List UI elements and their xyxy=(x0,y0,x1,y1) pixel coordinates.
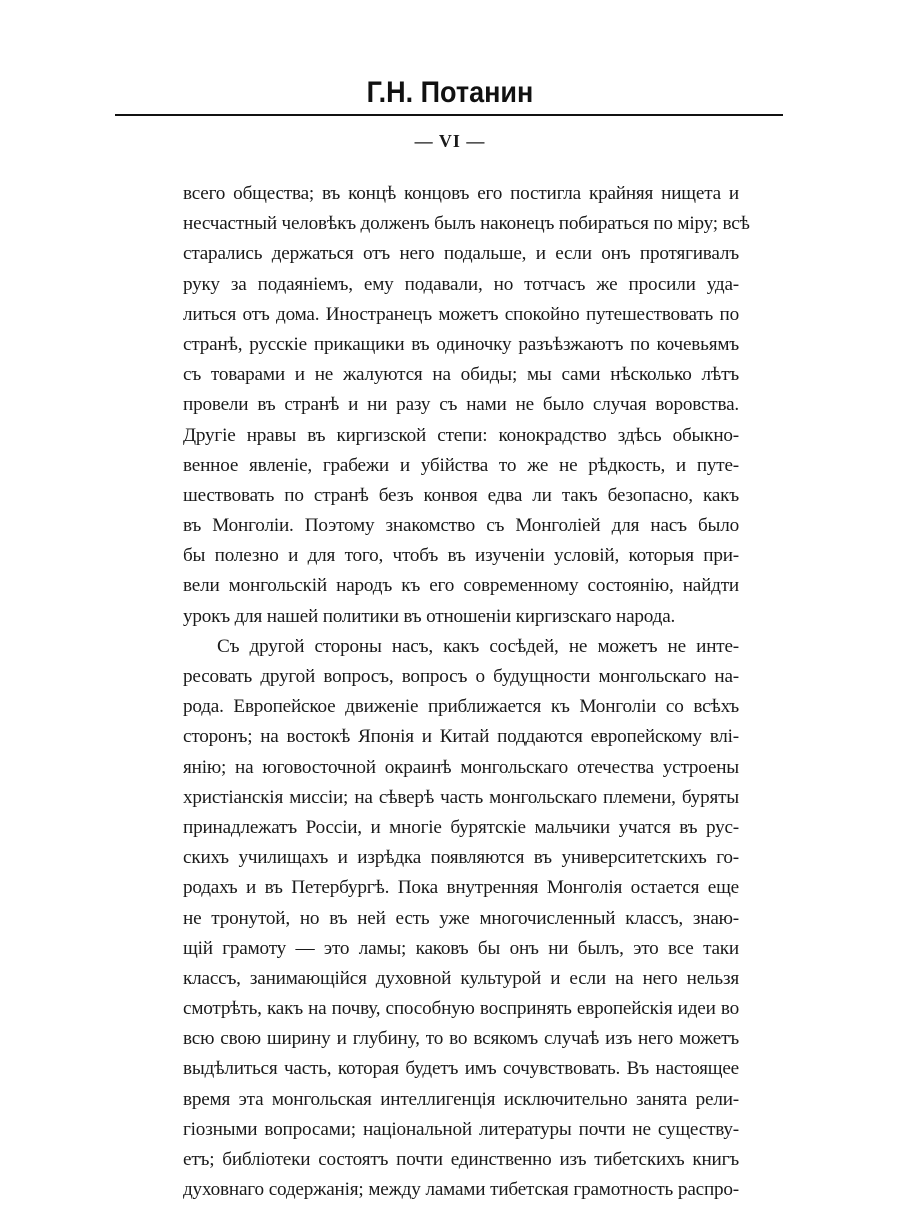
text-line: щій грамоту — это ламы; каковъ бы онъ ни былъ, это все таки xyxy=(183,937,739,959)
text-line: провели въ странѣ и ни разу съ нами не было случая воровства. xyxy=(183,394,739,416)
text-line-paragraph-end: урокъ для нашей политики въ отношеніи киргизскаго народа. xyxy=(183,605,676,627)
text-line: бы полезно и для того, чтобъ въ изученіи условій, которыя при- xyxy=(183,545,739,567)
text-line: сторонъ; на востокѣ Японія и Китай поддаются европейскому влі- xyxy=(183,726,739,748)
text-line: скихъ училищахъ и изрѣдка появляются въ университетскихъ го- xyxy=(183,847,739,869)
text-line: ресовать другой вопросъ, вопросъ о будущности монгольскаго на- xyxy=(183,666,739,687)
text-line: принадлежатъ Россіи, и многіе бурятскіе мальчики учатся въ рус- xyxy=(183,816,739,838)
text-line: странѣ, русскіе прикащики въ одиночку разъѣзжаютъ по кочевьямъ xyxy=(183,333,739,355)
text-line: шествовать по странѣ безъ конвоя едва ли такъ безопасно, какъ xyxy=(183,484,739,506)
header-divider xyxy=(115,114,783,116)
text-line: духовнаго содержанія; между ламами тибетская грамотность распро- xyxy=(183,1179,739,1201)
text-line: Другіе нравы въ киргизской степи: конокрадство здѣсь обыкно- xyxy=(183,424,739,446)
text-line: съ товарами и не жалуются на обиды; мы сами нѣсколько лѣтъ xyxy=(183,364,739,386)
text-line-paragraph-start: Съ другой стороны насъ, какъ сосѣдей, не можетъ не инте- xyxy=(217,635,739,657)
text-line: рода. Европейское движеніе приближается къ Монголіи со всѣхъ xyxy=(183,696,739,718)
text-line: янію; на юговосточной окраинѣ монгольскаго отечества устроены xyxy=(183,756,739,778)
text-line: несчастный человѣкъ долженъ былъ наконецъ побираться по міру; всѣ xyxy=(183,213,750,235)
text-line: всю свою ширину и глубину, то во всякомъ случаѣ изъ него можетъ xyxy=(183,1028,739,1050)
page-number: — VI — xyxy=(414,131,486,151)
text-line: не тронутой, но въ ней есть уже многочисленный классъ, знаю- xyxy=(183,907,739,929)
text-line: гіозными вопросами; національной литературы почти не существу- xyxy=(183,1118,739,1140)
text-line: смотрѣть, какъ на почву, способную воспринять европейскія идеи во xyxy=(183,998,739,1020)
text-line: вели монгольскій народъ къ его современному состоянію, найдти xyxy=(183,575,739,597)
text-line: въ Монголіи. Поэтому знакомство съ Монголіей для насъ было xyxy=(183,515,739,537)
body-text xyxy=(183,179,750,1205)
text-line: классъ, занимающійся духовной культурой и если на него нельзя xyxy=(183,967,739,989)
text-line: время эта монгольская интеллигенція исключительно занята рели- xyxy=(183,1088,739,1110)
text-line: старались держаться отъ него подальше, и если онъ протягивалъ xyxy=(183,243,739,265)
text-line: литься отъ дома. Иностранецъ можетъ спокойно путешествовать по xyxy=(183,303,739,325)
text-line: руку за подаяніемъ, ему подавали, но тотчасъ же просили уда- xyxy=(183,273,739,295)
text-line: всего общества; въ концѣ концовъ его постигла крайняя нищета и xyxy=(183,183,739,204)
text-line: христіанскія миссіи; на сѣверѣ часть монгольскаго племени, буряты xyxy=(183,786,739,808)
author-title: Г.Н. Потанин xyxy=(366,76,534,109)
text-line: етъ; библіотеки состоятъ почти единственно изъ тибетскихъ книгъ xyxy=(183,1149,739,1170)
text-line: родахъ и въ Петербургѣ. Пока внутренняя Монголія остается еще xyxy=(183,877,739,899)
text-line: венное явленіе, грабежи и убійства то же не рѣдкость, и путе- xyxy=(183,454,739,476)
text-line: выдѣлиться часть, которая будетъ имъ сочувствовать. Въ настоящее xyxy=(183,1058,739,1080)
